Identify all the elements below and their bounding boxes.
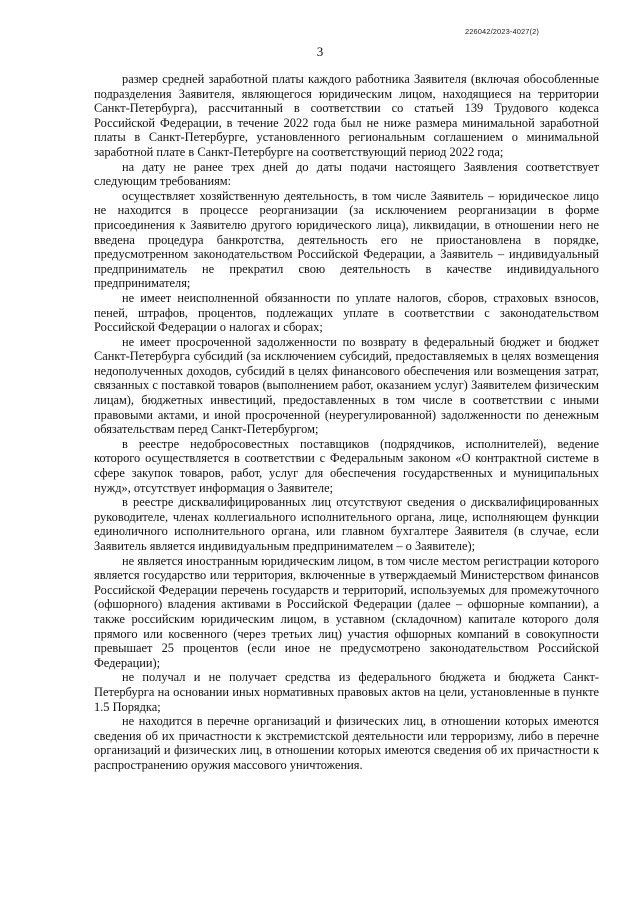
paragraph-disqualified-persons-registry: в реестре дисквалифицированных лиц отсутствуют сведения о дисквалифицированных руководителе, членах коллегиального исполнительного органа, лице, исполняющем функции единоличного исполнительного органа, или главном бухгалтере Заявителя (в случае, если Заявитель является индивидуальным предпринимателем – о Заявителе); xyxy=(94,495,599,553)
paragraph-overdue-debt: не имеет просроченной задолженности по возврату в федеральный бюджет и бюджет Санкт-Петербурга субсидий (за исключением субсидий, предоставляемых в целях возмещения недополученных доходов, субсидий в целях финансового обеспечения или возмещения затрат, связанных с поставкой товаров (выполнением работ, оказанием услуг) Заявителем физическим лицам), бюджетных инвестиций, предоставленных в том числе в соответствии с иными правовыми актами, и иной просроченной (неурегулированной) задолженности по денежным обязательствам перед Санкт-Петербургом; xyxy=(94,334,599,437)
paragraph-business-activity: осуществляет хозяйственную деятельность, в том числе Заявитель – юридическое лицо не находится в процессе реорганизации (за исключением реорганизации в форме присоединения к Заявителю другого юридического лица), ликвидации, в отношении него не введена процедура банкротства, деятельность его не приостановлена в порядке, предусмотренном законодательством Российской Федерации, а Заявитель – индивидуальный предприниматель не прекратил свою деятельность в качестве индивидуального предпринимателя; xyxy=(94,188,599,291)
paragraph-tax-obligations: не имеет неисполненной обязанности по уплате налогов, сборов, страховых взносов, пеней, штрафов, процентов, подлежащих уплате в соответствии с законодательством Российской Федерации о налогах и сборах; xyxy=(94,290,599,335)
document-body xyxy=(94,72,599,773)
document-registration-number: 226042/2023-4027(2) xyxy=(464,27,539,36)
paragraph-offshore-companies: не является иностранным юридическим лицом, в том числе местом регистрации которого является государство или территория, включенные в утверждаемый Министерством финансов Российской Федерации перечень государств и территорий, используемых для промежуточного (офшорного) владения активами в Российской Федерации (далее – офшорные компании), а также российским юридическим лицом, в уставном (складочном) капитале которого доля прямого или косвенного (через третьих лиц) участия офшорных компаний в совокупности превышает 25 процентов (если иное не предусмотрено законодательством Российской Федерации); xyxy=(94,553,599,670)
paragraph-requirements-intro: на дату не ранее трех дней до даты подачи настоящего Заявления соответствует следующим требованиям: xyxy=(94,159,599,189)
page-number: 3 xyxy=(316,44,324,59)
paragraph-salary-requirement: размер средней заработной платы каждого работника Заявителя (включая обособленные подразделения Заявителя, являющегося юридическим лицом, находящиеся на территории Санкт-Петербурга), рассчитанный в соответствии со статьей 139 Трудового кодекса Российской Федерации, в течение 2022 года был не ниже размера минимальной заработной платы в Санкт-Петербурге, установленного региональным соглашением о минимальной заработной плате в Санкт-Петербурге на соответствующий период 2022 года; xyxy=(94,72,599,159)
paragraph-budget-funds: не получал и не получает средства из федерального бюджета и бюджета Санкт-Петербурга на основании иных нормативных правовых актов на цели, установленные в пункте 1.5 Порядка; xyxy=(94,670,599,714)
paragraph-unfair-suppliers-registry: в реестре недобросовестных поставщиков (подрядчиков, исполнителей), ведение которого осуществляется в соответствии с Федеральным законом «О контрактной системе в сфере закупок товаров, работ, услуг для обеспечения государственных и муниципальных нужд», отсутствует информация о Заявителе; xyxy=(94,436,599,495)
paragraph-extremism-list: не находится в перечне организаций и физических лиц, в отношении которых имеются сведения об их причастности к экстремистской деятельности или терроризму, либо в перечне организаций и физических лиц, в отношении которых имеются сведения об их причастности к распространению оружия массового уничтожения. xyxy=(94,714,599,772)
